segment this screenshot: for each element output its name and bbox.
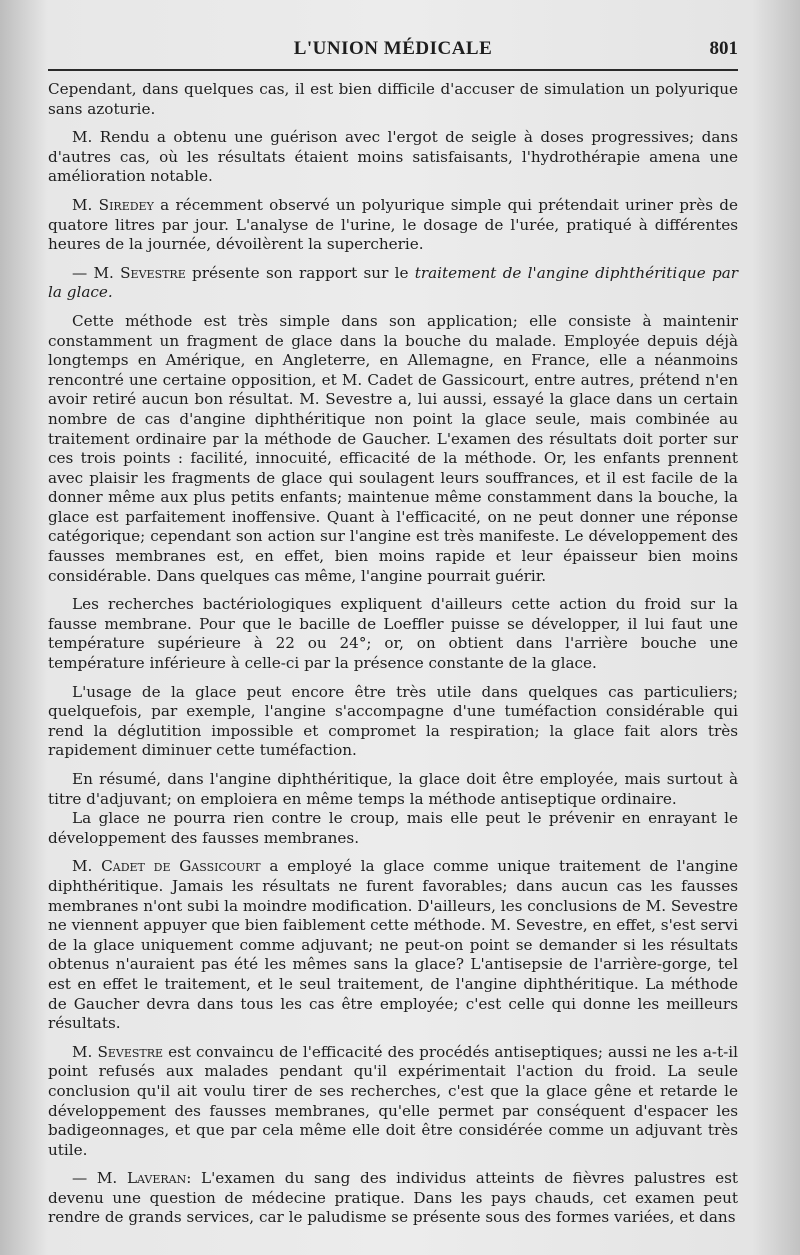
paragraph-sevestre-reply — [48, 1043, 738, 1161]
paragraph-text: : L'examen du sang des individus atteints de fièvres palustres est devenu une question de médecine pratique. Dans les pays chauds, cet examen peut rendre de grands services, car le paludisme se présente sous des formes variées, et dans — [48, 1169, 738, 1227]
paragraph-summary — [48, 770, 738, 809]
paragraph-text: M. Rendu a obtenu une guérison avec l'ergot de seigle à doses progressives; dans d'autres cas, où les résultats étaient moins satisfaisants, l'hydrothérapie amena une amélioration notable. — [48, 128, 738, 186]
speaker-prefix: — M. — [72, 263, 114, 282]
speaker-name: Cadet de Gassicourt — [101, 857, 261, 876]
paragraph-croup — [48, 809, 738, 848]
running-title: L'UNION MÉDICALE — [293, 38, 493, 59]
paragraph-text: Les recherches bactériologiques expliquent d'ailleurs cette action du froid sur la fausse membrane. Pour que le bacille de Loeffler puisse se développer, il lui faut une température supérieure à 22 ou 24°; or, on obtient dans l'arrière bouche une température inférieure à celle-ci par la présence constante de la glace. — [48, 595, 738, 673]
paragraph-text: a employé la glace comme unique traitement de l'angine diphthéritique. Jamais les résultats ne furent favorables; dans aucun cas les fausses membranes n'ont subi la moindre modification. D'ailleurs, les conclusions de M. Sevestre ne viennent appuyer que bien faiblement cette méthode. M. Sevestre, en effet, s'est servi de la glace uniquement comme adjuvant; ne peut-on point se demander si les résultats obtenus n'auraient pas été les mêmes sans la glace? L'antisepsie de l'arrière-gorge, tel est en effet le traitement, et le seul traitement, de l'angine diphthéritique. La méthode de Gaucher devra dans tous les cas être employée; c'est celle qui donne les meilleurs résultats. — [48, 857, 739, 1033]
paragraph-text: L'usage de la glace peut encore être très utile dans quelques cas particuliers; quelquefois, par exemple, l'angine s'accompagne d'une tuméfaction considérable qui rend la déglutition impossible et compromet la respiration; la glace fait alors très rapidement diminuer cette tuméfaction. — [48, 682, 738, 760]
paragraph-rendu — [48, 128, 738, 187]
article-body — [48, 80, 738, 1237]
speaker-name: Sevestre — [97, 1042, 164, 1061]
speaker-name: Laveran — [126, 1169, 187, 1188]
paragraph-siredey — [48, 196, 738, 255]
paragraph-text: présente son rapport sur le — [192, 263, 409, 282]
paragraph-text: est convaincu de l'efficacité des procédés antiseptiques; aussi ne les a-t-il point refusés aux malades pendant qu'il expérimentait l'action du froid. La seule conclusion qu'il ait voulu tirer de ses recherches, c'est que la glace gêne et retarde le développement des fausses membranes, qu'elle permet par conséquent d'espacer les badigeonnages, et que par cela même elle doit être considérée comme un adjuvant très utile. — [48, 1042, 739, 1159]
paragraph-cadet — [48, 857, 738, 1033]
paragraph-usage — [48, 683, 738, 761]
speaker-prefix: M. — [72, 195, 93, 214]
speaker-name: Siredey — [98, 195, 154, 214]
paragraph-text: Cependant, dans quelques cas, il est bien difficile d'accuser de simulation un polyurique sans azoturie. — [48, 80, 738, 118]
paragraph-laveran — [48, 1169, 738, 1228]
paragraph-text: La glace ne pourra rien contre le croup, mais elle peut le prévenir en enrayant le développement des fausses membranes. — [48, 809, 738, 847]
speaker-name: Sevestre — [120, 263, 186, 282]
page-header — [48, 36, 738, 70]
paragraph-method — [48, 312, 738, 586]
speaker-prefix: — M. — [72, 1169, 118, 1188]
paragraph-bacteriology — [48, 595, 738, 673]
paragraph-simulation — [48, 80, 738, 119]
paragraph-text: a récemment observé un polyurique simple qui prétendait uriner près de quatore litres par jour. L'analyse de l'urine, le dosage de l'urée, pratiqué à différentes heures de la journée, dévoilèrent la supercherie. — [48, 195, 739, 254]
report-title: traitement de l'angine diphthéritique par la glace. — [48, 263, 739, 302]
paragraph-text: Cette méthode est très simple dans son application; elle consiste à maintenir constamment un fragment de glace dans la bouche du malade. Employée depuis déjà longtemps en Amérique, en Angleterre, en Allemagne, en France, elle a néanmoins rencontré une certaine opposition, et M. Cadet de Gassicourt, entre autres, prétend n'en avoir retiré aucun bon résultat. M. Sevestre a, lui aussi, essayé la glace dans un certain nombre de cas d'angine diphthéritique non point la glace seule, mais combinée au traitement ordinaire par la méthode de Gaucher. L'examen des résultats doit porter sur ces trois points : facilité, innocuité, efficacité de la méthode. Or, les enfants prennent avec plaisir les fragments de glace qui soulagent leurs souffrances, et il est facile de la donner même aux plus petits enfants; maintenue même constamment dans la bouche, la glace est parfaitement inoffensive. Quant à l'efficacité, on ne peut donner une réponse catégorique; cependant son action sur l'angine est très manifeste. Le développement des fausses membranes est, en effet, bien moins rapide et leur épaisseur bien moins considérable. Dans quelques cas même, l'angine pourrait guérir. — [48, 311, 738, 585]
speaker-prefix: M. — [72, 1042, 93, 1061]
header-rule — [48, 69, 738, 71]
paragraph-sevestre-report — [48, 264, 738, 303]
speaker-prefix: M. — [72, 857, 93, 876]
paragraph-text: En résumé, dans l'angine diphthéritique, la glace doit être employée, mais surtout à titre d'adjuvant; on emploiera en même temps la méthode antiseptique ordinaire. — [48, 770, 738, 808]
page-number: 801 — [709, 38, 738, 59]
